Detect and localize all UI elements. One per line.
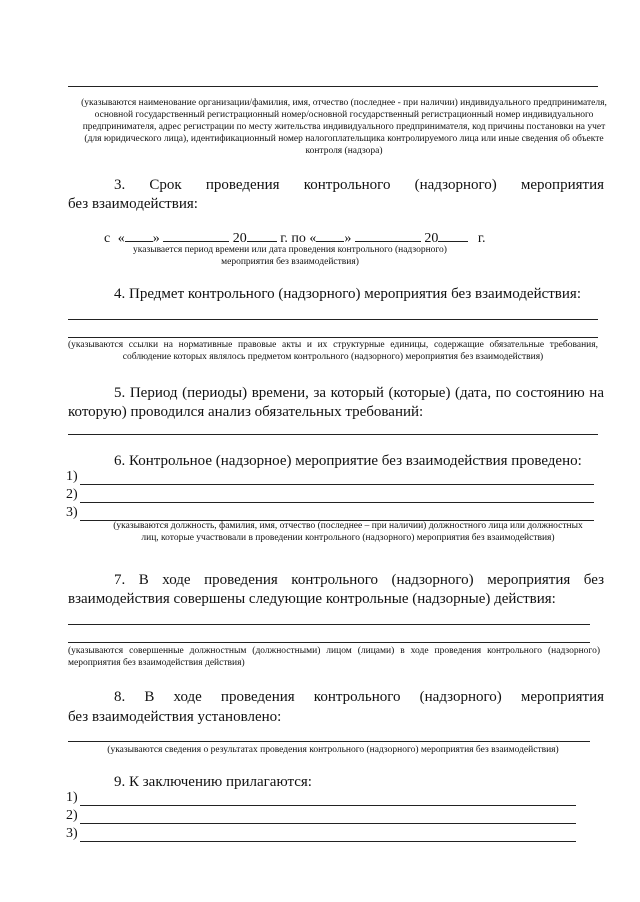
section7-blank-line-1[interactable] (68, 624, 590, 625)
section8-heading-line2: без взаимодействия установлено: (68, 709, 282, 725)
end-day-blank[interactable] (316, 229, 344, 242)
section9-item-3-num: 3) (66, 826, 78, 841)
section4-blank-line-2[interactable] (68, 337, 598, 338)
section3-heading-line1: 3. Срок проведения контрольного (надзорного) мероприятия (114, 177, 604, 193)
section9-item-2-num: 2) (66, 808, 78, 823)
section6-item-3-num: 3) (66, 505, 78, 520)
section6-item-2-num: 2) (66, 487, 78, 502)
section9-item-2-line[interactable] (80, 823, 576, 824)
end-month-blank[interactable] (355, 229, 421, 242)
section7-blank-line-2[interactable] (68, 642, 590, 643)
date-to-label: по (291, 231, 306, 246)
section9-item-1-num: 1) (66, 790, 78, 805)
start-year-blank[interactable] (247, 229, 277, 242)
date-from-label: с (104, 231, 111, 246)
quote-open-2: « (309, 231, 317, 246)
start-year-prefix: 20 (232, 231, 247, 246)
org-info-caption: (указываются наименование организации/фамилия, имя, отчество (последнее - при наличии) индивидуального предпринимателя, основной государственный регистрационный номер/основной государственный регистрационный номер индивидуального предпринимателя, адрес регистрации по месту жительства индивидуального предпринимателя, код причины постановки на учет (для юридического лица), идентификационный номер налогоплательщика контролируемого лица или иные сведения об объекте контроля (надзора) (81, 98, 607, 156)
section7-caption: (указываются совершенные должностным (должностными) лицом (лицами) в ходе проведения контрольного (надзорного) мероприятия без взаимодействия действия) (68, 646, 600, 668)
section5-blank-line[interactable] (68, 434, 598, 435)
section3-heading-line2: без взаимодействия: (68, 196, 198, 212)
section5-heading-line2: которую) проводился анализ обязательных требований: (68, 404, 424, 420)
section5-heading-line1: 5. Период (периоды) времени, за который (которые) (дата, по состоянию на (114, 385, 604, 401)
section6-caption: (указываются должность, фамилия, имя, отчество (последнее – при наличии) должностного лица или должностных лиц, которые участвовали в проведении контрольного (надзорного) мероприятия без взаимодействия) (113, 521, 583, 543)
section9-item-3-line[interactable] (80, 841, 576, 842)
section9-heading: 9. К заключению прилагаются: (114, 774, 312, 790)
start-month-blank[interactable] (163, 229, 229, 242)
start-day-blank[interactable] (125, 229, 153, 242)
quote-close-2: » (344, 231, 352, 246)
end-year-g: г. (477, 231, 486, 246)
section4-caption: (указываются ссылки на нормативные правовые акты и их структурные единицы, содержащие обязательные требования, соблюдение которых являлось предметом контрольного (надзорного) мероприятия без взаимодействия) (68, 340, 598, 362)
section4-heading: 4. Предмет контрольного (надзорного) мероприятия без взаимодействия: (114, 286, 581, 302)
section6-item-1-line[interactable] (80, 484, 594, 485)
section6-item-2-line[interactable] (80, 502, 594, 503)
quote-close: » (152, 231, 160, 246)
section8-blank-line[interactable] (68, 741, 590, 742)
org-info-blank-line[interactable] (68, 86, 598, 87)
section9-item-1-line[interactable] (80, 805, 576, 806)
section4-blank-line-1[interactable] (68, 319, 598, 320)
section7-heading-line2: взаимодействия совершены следующие контрольные (надзорные) действия: (68, 591, 556, 607)
section7-heading-line1: 7. В ходе проведения контрольного (надзорного) мероприятия без (114, 572, 604, 588)
period-caption: указывается период времени или дата проведения контрольного (надзорного) мероприятия без взаимодействия) (133, 245, 447, 267)
end-year-blank[interactable] (438, 229, 468, 242)
section8-heading-line1: 8. В ходе проведения контрольного (надзорного) мероприятия (114, 689, 604, 705)
start-year-g: г. (280, 231, 288, 246)
quote-open: « (117, 231, 125, 246)
section6-heading: 6. Контрольное (надзорное) мероприятие без взаимодействия проведено: (114, 453, 582, 469)
end-year-prefix: 20 (424, 231, 439, 246)
section8-caption: (указываются сведения о результатах проведения контрольного (надзорного) мероприятия без взаимодействия) (107, 745, 559, 755)
section6-item-1-num: 1) (66, 469, 78, 484)
